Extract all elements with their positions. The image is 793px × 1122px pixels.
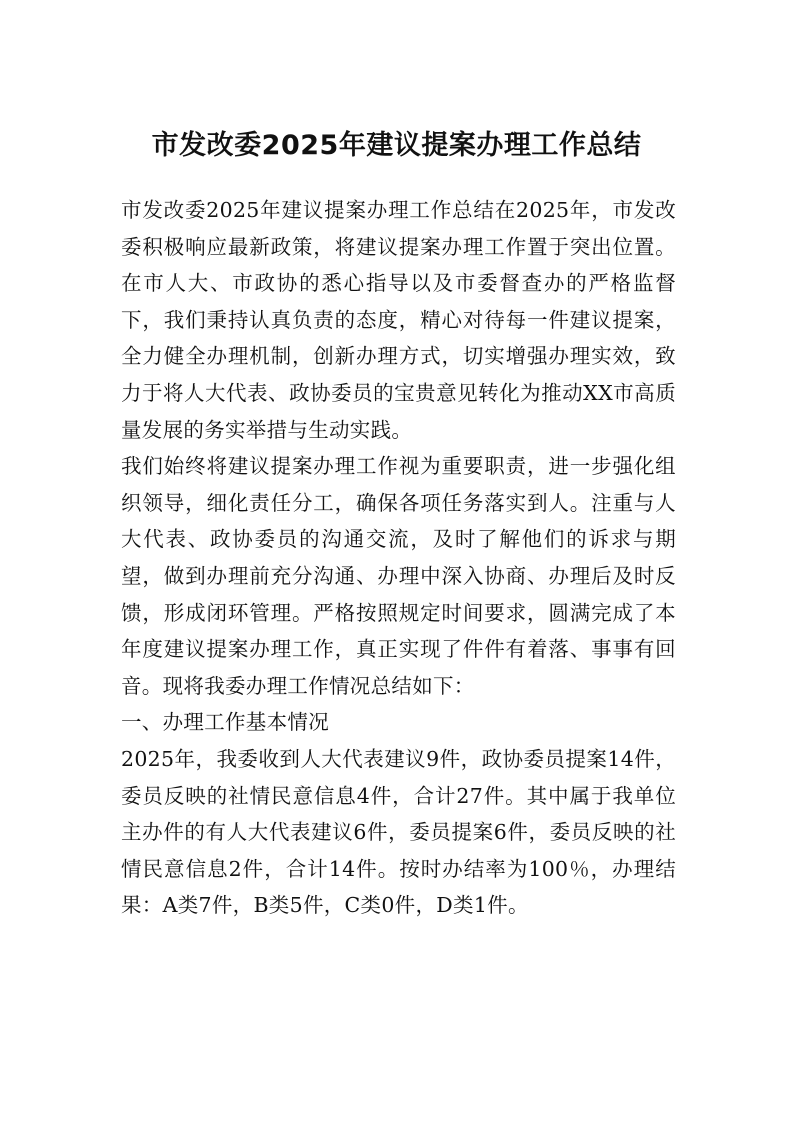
intro-paragraph: 市发改委2025年建议提案办理工作总结在2025年，市发改委积极响应最新政策，将建议提案办理工作置于突出位置。在市人大、市政协的悉心指导以及市委督查办的严格监督下，我们秉持认真负责的态度，精心对待每一件建议提案，全力健全办理机制，创新办理方式，切实增强办理实效，致力于将人大代表、政协委员的宝贵意见转化为推动XX市高质量发展的务实举措与生动实践。 xyxy=(121,198,676,442)
section-heading: 一、办理工作基本情况 xyxy=(121,710,329,735)
document-title: 市发改委2025年建议提案办理工作总结 xyxy=(151,130,642,161)
document-body xyxy=(121,192,676,924)
section-paragraph: 2025年，我委收到人大代表建议9件，政协委员提案14件，委员反映的社情民意信息4件，合计27件。其中属于我单位主办件的有人大代表建议6件，委员提案6件，委员反映的社情民意信息2件，合计14件。按时办结率为100％，办理结果：A类7件，B类5件，C类0件，D类1件。 xyxy=(121,746,676,918)
approach-paragraph: 我们始终将建议提案办理工作视为重要职责，进一步强化组织领导，细化责任分工，确保各项任务落实到人。注重与人大代表、政协委员的沟通交流，及时了解他们的诉求与期望，做到办理前充分沟通、办理中深入协商、办理后及时反馈，形成闭环管理。严格按照规定时间要求，圆满完成了本年度建议提案办理工作，真正实现了件件有着落、事事有回音。现将我委办理工作情况总结如下： xyxy=(121,454,676,698)
